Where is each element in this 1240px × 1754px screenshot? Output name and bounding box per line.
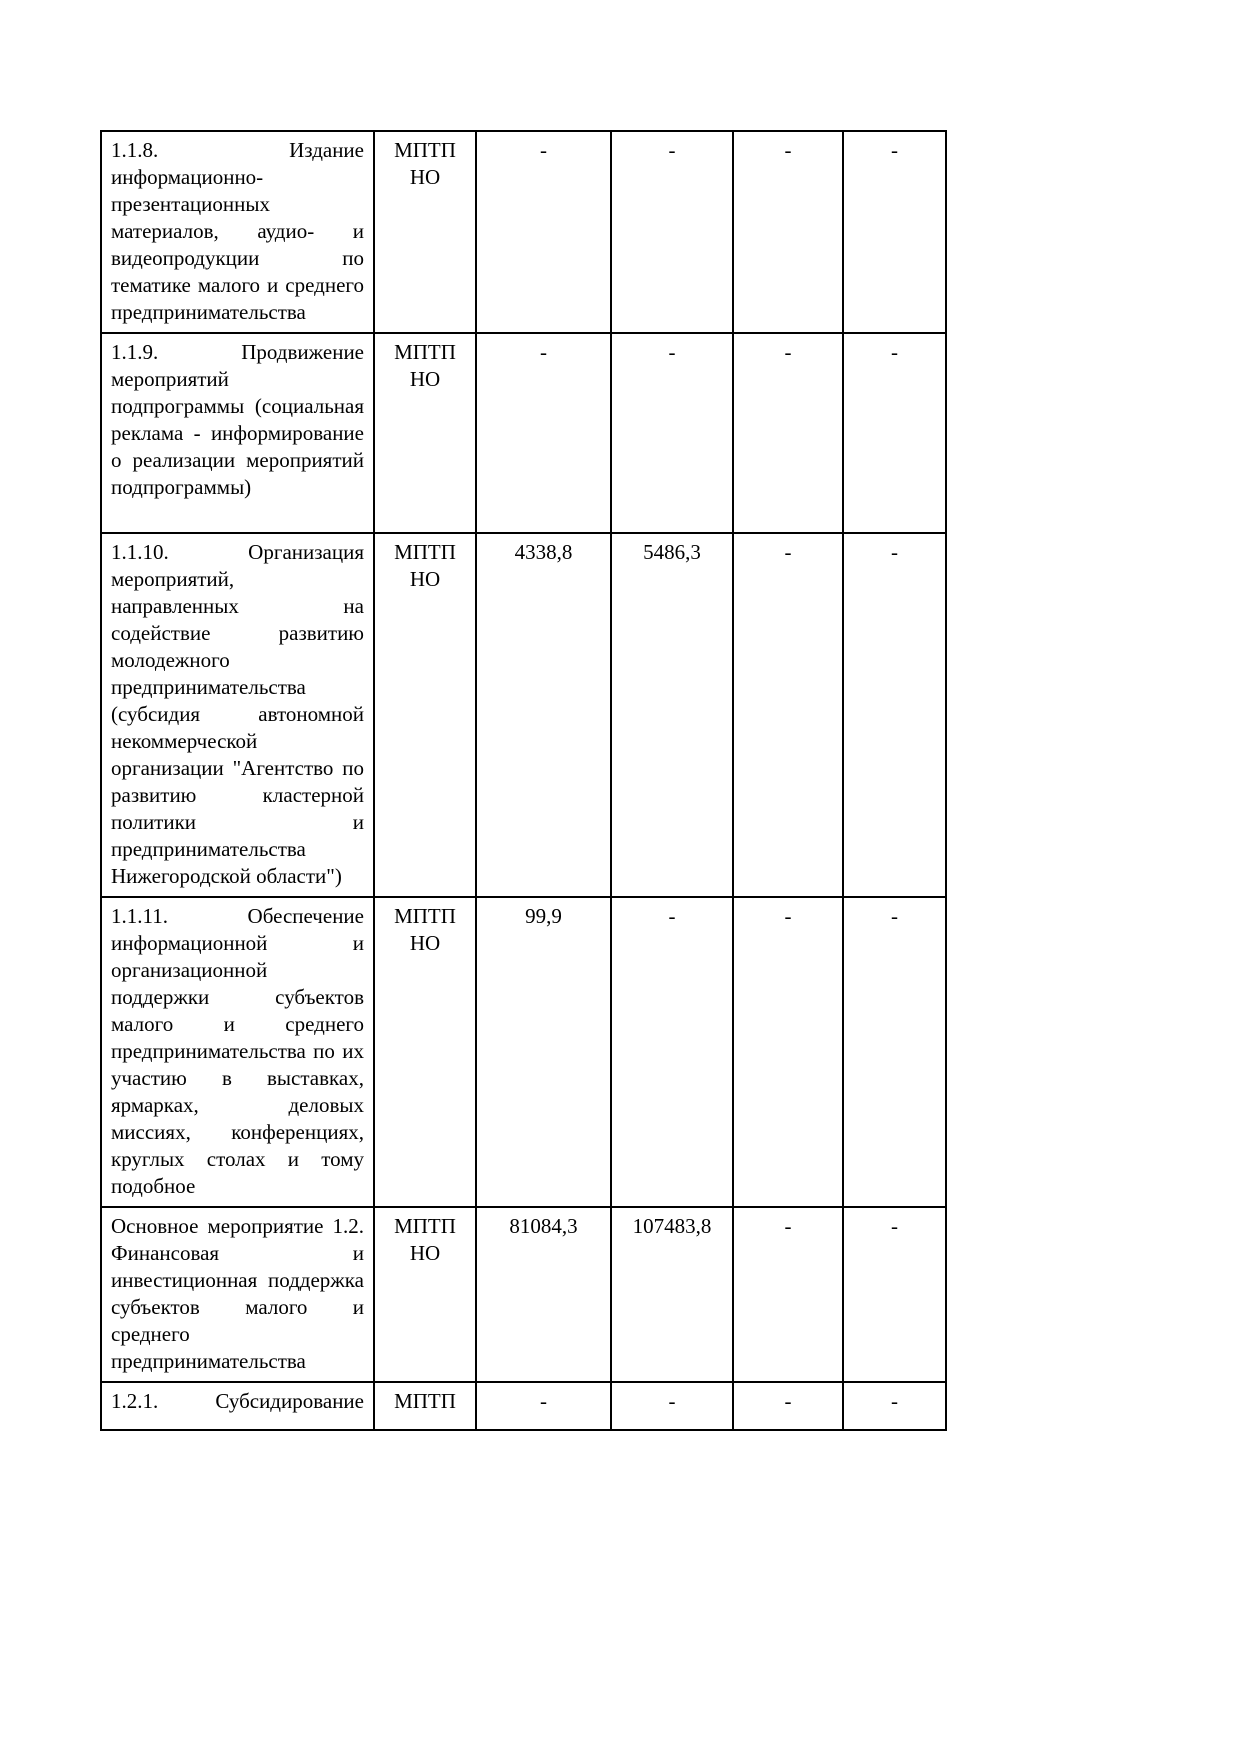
cell-value-3: - — [733, 333, 843, 533]
cell-value-1: 81084,3 — [476, 1207, 611, 1382]
cell-description: 1.1.10. Организация мероприятий, направленных на содействие развитию молодежного предпринимательства (субсидия автономной некоммерческой организации "Агентство по развитию кластерной политики и предпринимательства Нижегородской области") — [101, 533, 374, 897]
cell-executor: МПТП НО — [374, 897, 476, 1207]
cell-value-3: - — [733, 533, 843, 897]
cell-value-2: - — [611, 333, 733, 533]
cell-executor: МПТП — [374, 1382, 476, 1430]
table-row — [101, 1207, 946, 1382]
table-row — [101, 533, 946, 897]
cell-description: 1.1.11. Обеспечение информационной и организационной поддержки субъектов малого и среднего предпринимательства по их участию в выставках, ярмарках, деловых миссиях, конференциях, круглых столах и тому подобное — [101, 897, 374, 1207]
cell-executor: МПТП НО — [374, 533, 476, 897]
cell-value-2: - — [611, 131, 733, 333]
cell-value-4: - — [843, 897, 946, 1207]
cell-description: 1.2.1. Субсидирование — [101, 1382, 374, 1430]
cell-value-3: - — [733, 131, 843, 333]
cell-value-3: - — [733, 1207, 843, 1382]
table-row — [101, 333, 946, 533]
cell-description: 1.1.8. Издание информационно-презентационных материалов, аудио- и видеопродукции по тематике малого и среднего предпринимательства — [101, 131, 374, 333]
cell-value-4: - — [843, 1207, 946, 1382]
cell-executor: МПТП НО — [374, 333, 476, 533]
cell-value-3: - — [733, 897, 843, 1207]
cell-executor: МПТП НО — [374, 1207, 476, 1382]
cell-executor: МПТП НО — [374, 131, 476, 333]
cell-value-2: 5486,3 — [611, 533, 733, 897]
cell-description: Основное мероприятие 1.2. Финансовая и инвестиционная поддержка субъектов малого и среднего предпринимательства — [101, 1207, 374, 1382]
cell-description: 1.1.9. Продвижение мероприятий подпрограммы (социальная реклама - информирование о реализации мероприятий подпрограммы) — [101, 333, 374, 533]
cell-value-3: - — [733, 1382, 843, 1430]
cell-value-2: - — [611, 897, 733, 1207]
table-row — [101, 1382, 946, 1430]
cell-value-1: 99,9 — [476, 897, 611, 1207]
cell-value-4: - — [843, 131, 946, 333]
program-funding-table — [100, 130, 947, 1431]
cell-value-4: - — [843, 333, 946, 533]
cell-value-1: - — [476, 333, 611, 533]
cell-value-1: - — [476, 1382, 611, 1430]
cell-value-4: - — [843, 1382, 946, 1430]
cell-value-2: - — [611, 1382, 733, 1430]
table-row — [101, 897, 946, 1207]
cell-value-1: 4338,8 — [476, 533, 611, 897]
cell-value-4: - — [843, 533, 946, 897]
cell-value-2: 107483,8 — [611, 1207, 733, 1382]
table-row — [101, 131, 946, 333]
cell-value-1: - — [476, 131, 611, 333]
